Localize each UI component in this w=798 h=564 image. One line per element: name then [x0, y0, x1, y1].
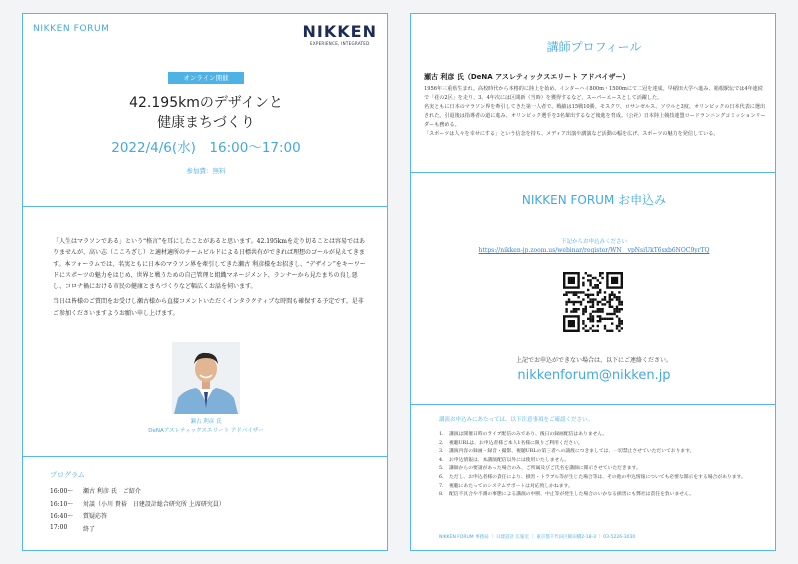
divider [411, 172, 775, 173]
program-time: 17:00 [50, 523, 68, 531]
logo-word: NIKKEN [302, 22, 377, 41]
speaker-photo [172, 342, 240, 414]
divider [23, 456, 387, 457]
note-item: 3. 講演内容の録画・録音・撮影、視聴URLの第三者への譲渡につきましては、一切禁止させていただいております。 [439, 448, 767, 457]
speaker-portrait-icon [172, 342, 240, 414]
divider [411, 404, 775, 405]
profile-title: 講師プロフィール [546, 40, 642, 54]
note-text: 講師からの要請があった場合のみ、ご所属及びご氏名を講師に開示させていただきます。 [449, 466, 641, 472]
divider [23, 206, 387, 207]
event-title-line2: 健康まちづくり [157, 115, 255, 131]
qr-code-icon[interactable] [563, 272, 623, 332]
program-item: 終了 [83, 525, 96, 533]
speaker-caption [23, 418, 388, 436]
notes-list [439, 431, 767, 500]
bio-paragraph: 名実ともに日本のマラソン界を牽引してきた第一人者で、戦績は15戦10勝。モスクワ、ロサンゼルス、ソウルと3度、オリンピックの日本代表に選出された。引退後は指導者の道に進み、オリンピック選手を3名輩出するなど後進を育成。（公社）日本陸上競技連盟ロードランニングコミッションリーダーも務める。 [424, 104, 766, 128]
intro-text [53, 236, 367, 323]
note-text: 視聴にあたってのシステムサポートは対応致しかねます。 [449, 483, 573, 489]
program-time: 16:00〜 [50, 488, 74, 495]
notes-title: 講演お申込みにあたっては、以下注意事項をご確認ください。 [439, 417, 594, 423]
note-item: 7. 視聴にあたってのシステムサポートは対応致しかねます。 [439, 483, 767, 492]
note-item: 4. お申込情報は、本講演配信以外には使用いたしません。 [439, 457, 767, 466]
program-item: 対談（小川 貴裕 日建設計総合研究所 上席研究員） [83, 500, 225, 508]
program-row [50, 499, 225, 512]
program-time: 16:40〜 [50, 513, 74, 520]
speaker-caption-role: DeNAアスレティックスエリート アドバイザー [148, 428, 264, 434]
speaker-caption-name: 瀬古 利彦 氏 [190, 419, 222, 425]
flyer-left-page [22, 13, 388, 551]
flyer-right-page [410, 13, 776, 551]
forum-brand: NIKKEN FORUM [33, 24, 110, 34]
contact-note: 上記でお申込ができない場合は、以下にご連絡ください。 [515, 357, 672, 364]
bio-paragraph: 1956年三重県生まれ。高校時代から本格的に陸上を始め、インターハイ800m・1500mにて二冠を達成。早稲田大学へ進み、箱根駅伝では4年連続で「花の2区」を走り、3、4年次には区間新（当時）を獲得するなど、スーパーエースとして活躍した。 [424, 86, 763, 101]
program-item: 瀬古 利彦 氏 ご紹介 [83, 488, 141, 495]
program-row [50, 486, 225, 499]
contact-email-link[interactable]: nikkenforum@nikken.jp [517, 368, 671, 383]
note-text: ただし、お申込者様の責任により、損害・トラブル等が生じた場合等は、その他の申込情報についても必要な開示をする場合があります。 [449, 474, 746, 480]
note-item: 8. 配信不具合や不測の事態による講演の中断、中止等が発生した場合のいかなる損害にも弊社は責任を負いません。 [439, 491, 767, 500]
qr-code-graphic [563, 272, 623, 332]
note-item: 1. 講演は開催日時のライブ配信のみであり、後日の録画配信はありません。 [439, 431, 767, 440]
event-date: 2022/4/6(水) 16:00〜17:00 [111, 140, 301, 156]
footer-organizer: NIKKEN FORUM 事務局 ｜ 日建設計 広報室 ｜ 東京都千代田区飯田橋2-18-3 ｜ 03-5226-3030 [439, 535, 636, 540]
apply-note: 下記からお申込みください [560, 239, 627, 245]
speaker-name: 瀬古 利彦 氏（DeNA アスレティックスエリート アドバイザー） [424, 73, 630, 81]
bio-paragraph: 「スポーツは人々を幸せにする」という信念を持ち、メディア出演や講演など活動の幅を広げ、スポーツの魅力を発信している。 [424, 131, 719, 137]
program-row [50, 524, 225, 537]
speaker-bio [424, 85, 767, 139]
event-title-line1: 42.195kmのデザインと [129, 95, 283, 111]
intro-paragraph: 「人生はマラソンである」という“格言”を耳にしたことがあると思います。42.195kmを走り切ることは容易ではありませんが、高い志（こころざし）と適材適所のチームビルドによる日標共有ができれば理想のゴールが見えてきます。本フォーラムでは、名実ともに日本のマラソン界を牽引してきた瀬古 利彦様をお招きし、“デザイン”をキーワードにスポーツの魅力をはじめ、世界と戦うための自己管理と組織マネージメント、ランナーから見たまちの良し悪し、コロナ禍における市民の健康とまちづくりなど幅広くお話を伺います。 [53, 238, 366, 291]
note-text: 講演は開催日時のライブ配信のみであり、後日の録画配信はありません。 [449, 432, 608, 437]
note-item: 6. ただし、お申込者様の責任により、損害・トラブル等が生じた場合等は、その他の申込情報についても必要な開示をする場合があります。 [439, 474, 767, 483]
online-badge: オンライン開催 [168, 72, 244, 84]
nikken-logo [303, 22, 377, 46]
logo-tagline: EXPERIENCE, INTEGRATED [310, 41, 370, 46]
program-title: プログラム [50, 471, 85, 479]
program-time: 16:10〜 [50, 500, 74, 508]
event-fee: 参加費：無料 [186, 167, 226, 175]
registration-link[interactable]: https://nikken-jp.zoom.us/webinar/register/WN__vpNsiUkT6sxb6NOC9yrTQ [478, 247, 710, 254]
intro-paragraph: 当日は皆様のご質問をお受けし瀬古様から直接コメントいただくインタラクティブな時間も確保する予定です。是非ご参加くださいますようお願い申し上げます。 [53, 298, 364, 317]
note-text: 配信不具合や不測の事態による講演の中断、中止等が発生した場合のいかなる損害にも弊社は責任を負いません。 [449, 492, 694, 498]
apply-title: NIKKEN FORUM お申込み [521, 193, 667, 207]
note-text: 視聴URLは、お申込者様ご本人1名様に限りご利用ください。 [449, 440, 583, 446]
note-text: 講演内容の録画・録音・撮影、視聴URLの第三者への譲渡につきましては、一切禁止させていただいております。 [449, 449, 695, 455]
program-item: 質疑応答 [83, 513, 108, 520]
note-item: 5. 講師からの要請があった場合のみ、ご所属及びご氏名を講師に開示させていただきます。 [439, 465, 767, 474]
program-table [50, 486, 225, 536]
note-text: お申込情報は、本講演配信以外には使用いたしません。 [449, 457, 570, 463]
program-row [50, 511, 225, 524]
note-item: 2. 視聴URLは、お申込者様ご本人1名様に限りご利用ください。 [439, 440, 767, 449]
